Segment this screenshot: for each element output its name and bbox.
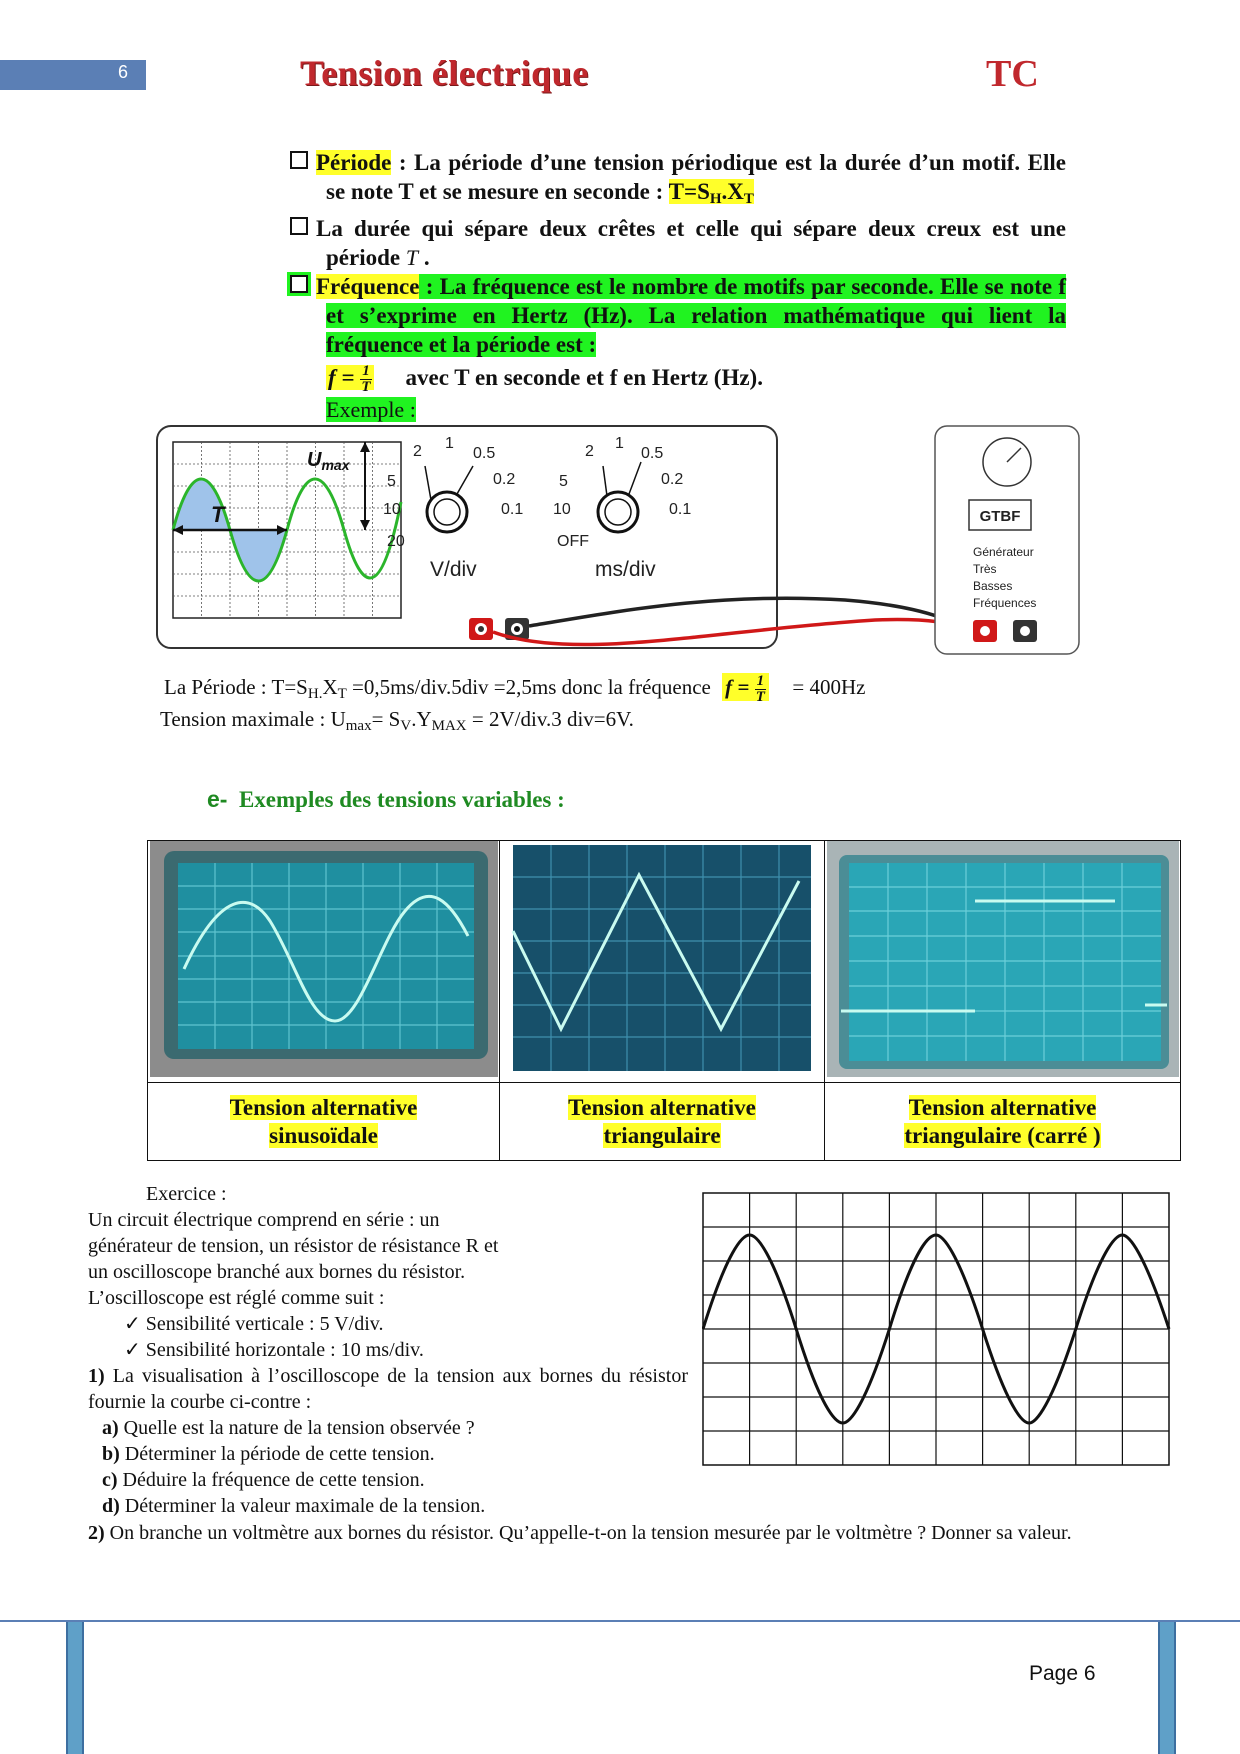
caption-square: Tension alternative triangulaire (carré ) <box>825 1083 1181 1161</box>
level-label: TC <box>986 53 1039 95</box>
setting-vertical: ✓ Sensibilité verticale : 5 V/div. <box>124 1313 384 1335</box>
svg-text:0.5: 0.5 <box>641 445 664 462</box>
svg-text:10: 10 <box>383 501 401 518</box>
caption-sine: Tension alternative sinusoïdale <box>148 1083 500 1161</box>
svg-text:0.2: 0.2 <box>493 471 516 488</box>
svg-text:2: 2 <box>585 443 594 460</box>
bullet-frequence <box>290 272 1066 359</box>
example-image-sine <box>148 841 500 1083</box>
svg-text:0.5: 0.5 <box>473 445 496 462</box>
setting-horizontal: ✓ Sensibilité horizontale : 10 ms/div. <box>124 1339 424 1361</box>
page-title: Tension électrique <box>300 53 589 93</box>
svg-text:1: 1 <box>615 435 624 452</box>
Umax-label: $U_{max}$ <box>307 449 350 473</box>
svg-text:Basses: Basses <box>973 579 1013 593</box>
exercise-oscillogram <box>702 1192 1172 1468</box>
svg-text:Générateur: Générateur <box>973 545 1034 559</box>
svg-text:1: 1 <box>445 435 454 452</box>
msdiv-label: ms/div <box>595 558 656 581</box>
svg-text:OFF: OFF <box>557 533 589 550</box>
T-label: T <box>211 502 225 527</box>
svg-text:Très: Très <box>973 562 997 576</box>
checkbox-icon <box>290 151 308 169</box>
bullet-periode <box>290 148 1066 424</box>
gtbf-label: GTBF <box>979 508 1021 525</box>
check-icon: ✓ <box>124 1339 141 1361</box>
svg-text:0.1: 0.1 <box>501 501 524 518</box>
svg-text:Fréquences: Fréquences <box>973 596 1037 610</box>
result-tension: Tension maximale : $U_{max}= S_V.Y_{MAX} = 2V/div.3$ div=6V. <box>160 707 634 734</box>
example-image-triangle <box>500 841 825 1083</box>
exercise-intro: Un circuit électrique comprend en série : un générateur de tension, un résistor de résistance R et un oscilloscope branché aux bornes du résistor. L’oscilloscope est réglé comme suit : ✓ Sensibilité verticale : 5 V/div. ✓ Sensibilité horizontale : 10 ms/div. 1) La visualisation à l’oscilloscope de la tension aux bornes du résistor fournie la courbe ci-contre : a) Quelle est la nature de la tension observée ? b) Déterminer la période de cette tension. c) Déduire la fréquence de cette tension. d) Déterminer la valeur maximale de la tension. <box>88 1209 688 1517</box>
svg-text:2: 2 <box>413 443 422 460</box>
check-icon: ✓ <box>124 1313 141 1335</box>
frequence-formula: f = $\frac{1}{T}$ avec T en seconde et f en Hertz (Hz). <box>328 363 763 396</box>
exercise-title: Exercice : <box>146 1183 227 1205</box>
footer-right-bar <box>1158 1622 1176 1754</box>
periode-formula: $T=S_H.X_T$ <box>668 179 754 207</box>
exemple-label: Exemple : <box>326 397 416 423</box>
section-e-heading: e- Exemples des tensions variables : <box>207 786 565 812</box>
checkbox-icon <box>290 275 308 293</box>
result-periode: La Période : $T=S_{H.}X_T =0,5ms/div.5div =2,5ms$ donc la fréquence f = $\frac{1}{T} = 400Hz$ <box>164 672 866 705</box>
svg-text:5: 5 <box>387 473 396 490</box>
footer-line <box>0 1620 1240 1622</box>
result-frequency: = 400Hz <box>792 675 866 699</box>
header-page-number: 6 <box>118 62 129 82</box>
term-frequence: Fréquence <box>316 274 420 299</box>
svg-text:0.2: 0.2 <box>661 471 684 488</box>
example-image-square <box>825 841 1181 1083</box>
question-2: 2) On branche un voltmètre aux bornes du résistor. Qu’appelle-t-on la tension mesurée par le voltmètre ? Donner sa valeur. <box>88 1522 1072 1544</box>
question-1: 1) La visualisation à l’oscilloscope de la tension aux bornes du résistor fournie la courbe ci-contre : <box>88 1365 688 1413</box>
oscilloscope-diagram <box>155 422 1085 662</box>
caption-triangle: Tension alternative triangulaire <box>500 1083 825 1161</box>
periode-text: : La période d’une tension périodique est la durée d’un motif. Elle se note T et se mesure en seconde : <box>326 150 1066 204</box>
examples-table <box>147 840 1181 1161</box>
svg-text:5: 5 <box>559 473 568 490</box>
svg-text:10: 10 <box>553 501 571 518</box>
svg-text:20: 20 <box>387 533 405 550</box>
term-periode: Période <box>316 150 392 175</box>
question-1a: a) Quelle est la nature de la tension observée ? <box>102 1417 475 1439</box>
checkbox-icon <box>290 217 308 235</box>
frequence-text: : La fréquence est le nombre de motifs par seconde. Elle se note f et s’exprime en Hertz (Hz). La relation mathématique qui lient la fréquence et la période est : <box>326 274 1066 357</box>
svg-text:0.1: 0.1 <box>669 501 692 518</box>
question-1d: d) Déterminer la valeur maximale de la tension. <box>102 1495 486 1517</box>
bullet-duree: La durée qui sépare deux crêtes et celle qui sépare deux creux est une période T . <box>290 214 1066 272</box>
question-1b: b) Déterminer la période de cette tension. <box>102 1443 435 1465</box>
vdiv-label: V/div <box>430 558 477 581</box>
footer-left-bar <box>66 1622 84 1754</box>
question-1c: c) Déduire la fréquence de cette tension. <box>102 1469 425 1491</box>
footer-page-number: Page 6 <box>1029 1662 1096 1685</box>
